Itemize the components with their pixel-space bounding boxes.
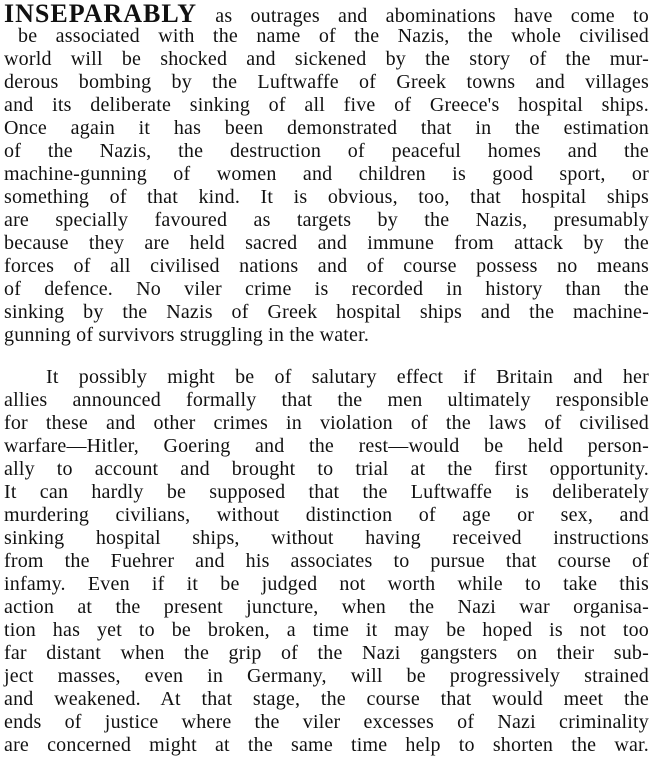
article-line: forces of all civilised nations and of course possess no means <box>4 255 649 277</box>
article-line: It possibly might be of salutary effect if Britain and her <box>46 366 649 388</box>
article-line: gunning of survivors struggling in the water. <box>4 324 370 346</box>
article-line: sinking by the Nazis of Greek hospital ships and the machine- <box>4 301 649 323</box>
article-line: far distant when the grip of the Nazi gangsters on their sub- <box>4 642 649 664</box>
article-line: It can hardly be supposed that the Luftwaffe is deliberately <box>4 481 649 503</box>
article-line: allies announced formally that the men ultimately responsible <box>4 389 649 411</box>
article-line: are concerned might at the same time help to shorten the war. <box>4 734 649 756</box>
article-line: derous bombing by the Luftwaffe of Greek towns and villages <box>4 71 649 93</box>
article-line: ject masses, even in Germany, will be progressively strained <box>4 665 649 687</box>
article-line: of defence. No viler crime is recorded in history than the <box>4 278 649 300</box>
article-line: machine-gunning of women and children is good sport, or <box>4 163 649 185</box>
article-line: tion has yet to be broken, a time it may be hoped is not too <box>4 619 649 641</box>
article-line: for these and other crimes in violation of the laws of civilised <box>4 412 649 434</box>
article-line: action at the present juncture, when the Nazi war organisa- <box>4 596 649 618</box>
article-line-text: as outrages and abominations have come to <box>197 5 649 27</box>
article-line: ends of justice where the viler excesses of Nazi criminality <box>4 711 649 733</box>
article-line: and weakened. At that stage, the course that would meet the <box>4 688 649 710</box>
article-line: because they are held sacred and immune from attack by the <box>4 232 649 254</box>
article-line: warfare—Hitler, Goering and the rest—would be held person- <box>4 435 649 457</box>
article-line: sinking hospital ships, without having received instructions <box>4 527 649 549</box>
article-line-text: world will be shocked and sickened by the story of the mur- <box>4 48 649 70</box>
article-line: Once again it has been demonstrated that in the estimation <box>4 117 649 139</box>
article-line: from the Fuehrer and his associates to pursue that course of <box>4 550 649 572</box>
article-line: are specially favoured as targets by the Nazis, presumably <box>4 209 649 231</box>
dropcap-word: INSEPARABLY <box>4 0 198 28</box>
article-line: be associated with the name of the Nazis, the whole civilised <box>18 25 649 47</box>
article-line: of the Nazis, the destruction of peaceful homes and the <box>4 140 649 162</box>
article-line: and its deliberate sinking of all five of Greece's hospital ships. <box>4 94 649 116</box>
article-line: infamy. Even if it be judged not worth while to take this <box>4 573 649 595</box>
article-line: ally to account and brought to trial at the first opportunity. <box>4 458 649 480</box>
article-line <box>4 2 649 26</box>
article-line <box>4 47 649 71</box>
article-line: murdering civilians, without distinction of age or sex, and <box>4 504 649 526</box>
article-line: something of that kind. It is obvious, too, that hospital ships <box>4 186 649 208</box>
